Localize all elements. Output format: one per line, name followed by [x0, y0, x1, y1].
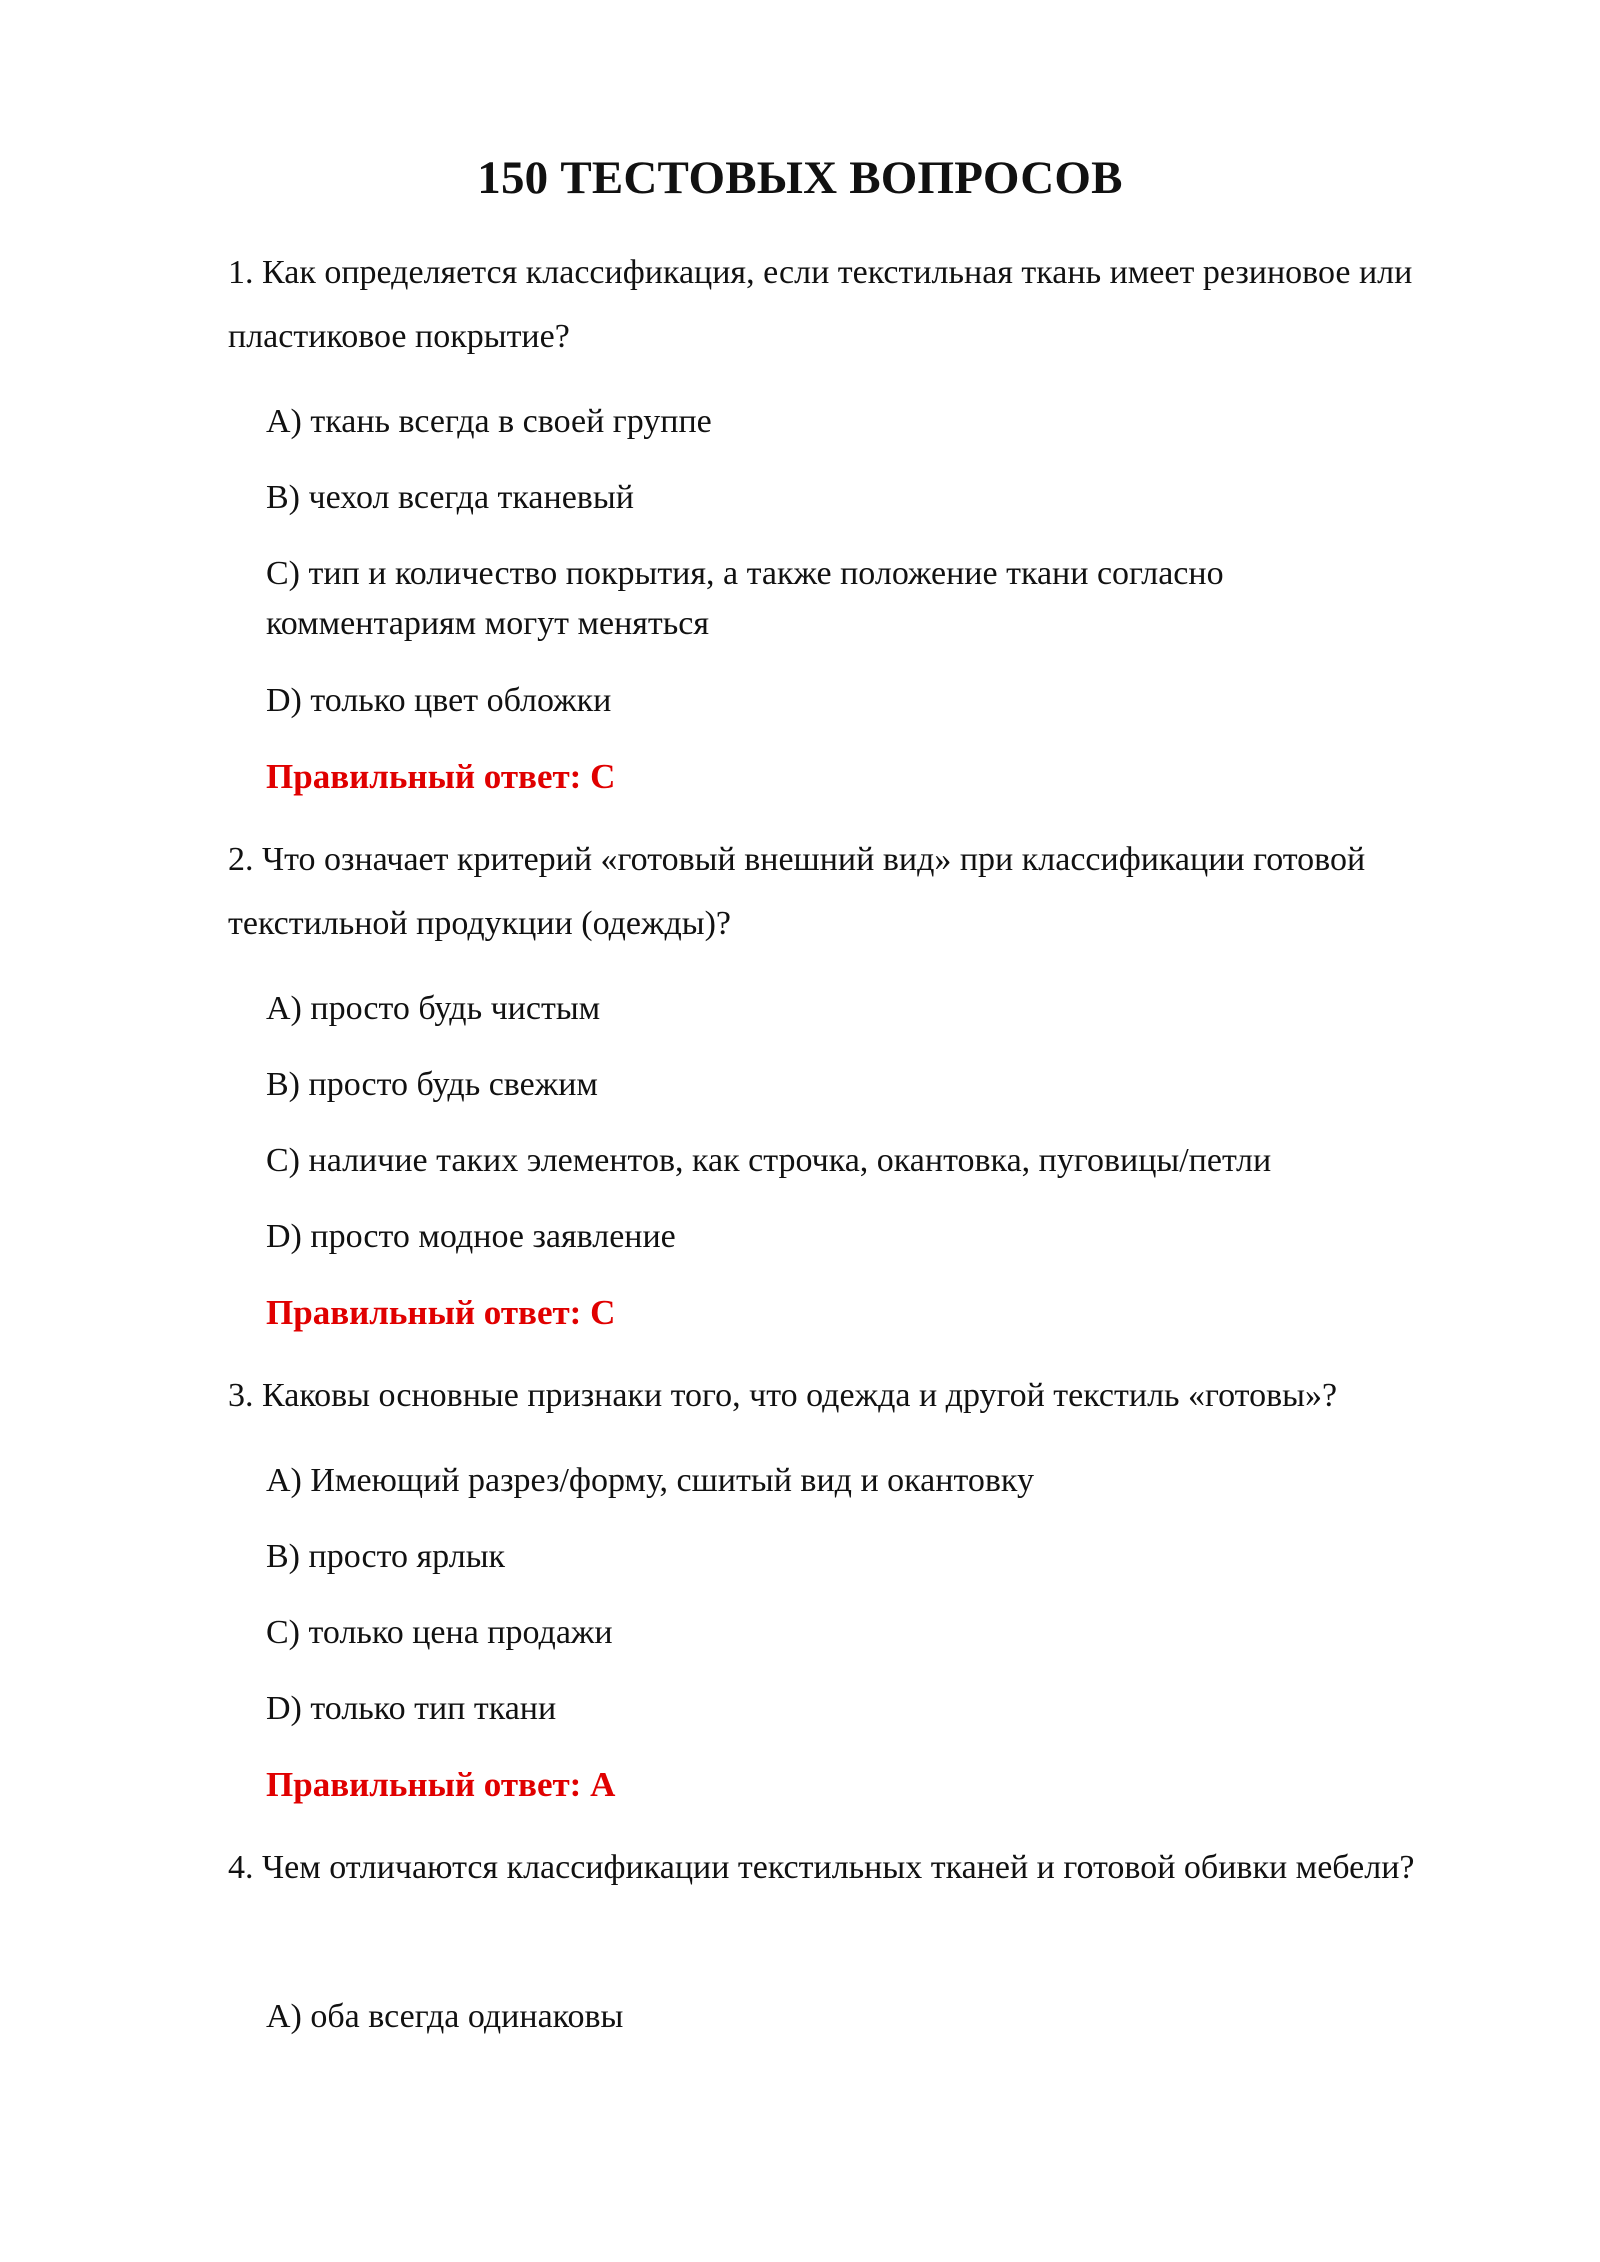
question-1-option-d: D) только цвет обложки: [266, 682, 612, 719]
question-4-option-a: A) оба всегда одинаковы: [266, 1998, 624, 2035]
question-3-option-b: B) просто ярлык: [266, 1538, 506, 1575]
question-2-option-a: A) просто будь чистым: [266, 990, 601, 1027]
question-1-option-b: B) чехол всегда тканевый: [266, 479, 634, 516]
question-3-option-c: C) только цена продажи: [266, 1614, 613, 1651]
question-3-option-d: D) только тип ткани: [266, 1690, 557, 1727]
question-2-text: 2. Что означает критерий «готовый внешний вид» при классификации готовой текстильной продукции (одежды)?: [228, 841, 1366, 942]
question-1-option-a: A) ткань всегда в своей группе: [266, 403, 712, 440]
question-1-text: 1. Как определяется классификация, если текстильная ткань имеет резиновое или пластиковое покрытие?: [228, 254, 1413, 355]
question-2-option-b: B) просто будь свежим: [266, 1066, 598, 1103]
question-2-answer: Правильный ответ: C: [266, 1293, 616, 1332]
document-title: 150 ТЕСТОВЫХ ВОПРОСОВ: [477, 152, 1123, 204]
question-4-text: 4. Чем отличаются классификации текстильных тканей и готовой обивки мебели?: [228, 1849, 1415, 1886]
question-2-option-c: C) наличие таких элементов, как строчка, окантовка, пуговицы/петли: [266, 1142, 1272, 1179]
question-1-answer: Правильный ответ: C: [266, 757, 616, 796]
question-1-option-c: C) тип и количество покрытия, а также положение ткани согласно комментариям могут меняться: [266, 555, 1224, 642]
question-3-option-a: A) Имеющий разрез/форму, сшитый вид и окантовку: [266, 1462, 1034, 1499]
question-3-text: 3. Каковы основные признаки того, что одежда и другой текстиль «готовы»?: [228, 1377, 1338, 1414]
question-3-answer: Правильный ответ: A: [266, 1765, 616, 1804]
question-2-option-d: D) просто модное заявление: [266, 1218, 676, 1255]
